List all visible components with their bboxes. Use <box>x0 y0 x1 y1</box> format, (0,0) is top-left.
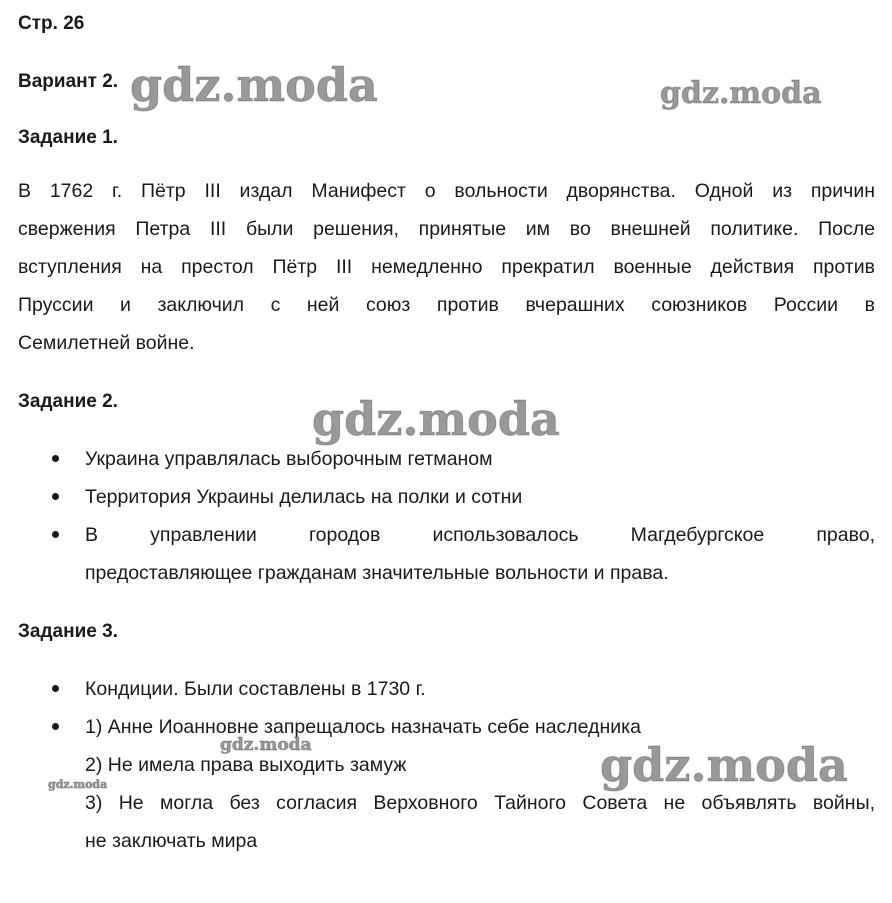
list-item-text: не заключать мира <box>85 830 258 852</box>
watermark-logo: gdz.moda <box>48 778 108 791</box>
watermark-logo: gdz.moda <box>660 76 822 111</box>
watermark-logo: gdz.moda <box>130 58 378 112</box>
bullet-icon <box>52 493 59 500</box>
bullet-icon <box>52 685 59 692</box>
watermark-logo: gdz.moda <box>600 738 848 792</box>
list-item-text: предоставляющее гражданам значительные вольности и права. <box>85 562 669 584</box>
watermark-logo: gdz.moda <box>312 392 560 446</box>
list-item-text: Территория Украины делилась на полки и сотни <box>85 486 523 508</box>
bullet-icon <box>52 531 59 538</box>
list-item-text: Кондиции. Были составлены в 1730 г. <box>85 678 426 700</box>
page-number: Стр. 26 <box>18 13 85 34</box>
task1-line: В 1762 г. Пётр III издал Манифест о вольности дворянства. Одной из причин <box>18 180 875 202</box>
task1-line: Пруссии и заключил с ней союз против вчерашних союзников России в <box>18 294 875 316</box>
list-item-text: Украина управлялась выборочным гетманом <box>85 448 493 470</box>
list-item-text: 3) Не могла без согласия Верховного Тайного Совета не объявлять войны, <box>85 792 875 814</box>
list-item-text: 1) Анне Иоанновне запрещалось назначать себе наследника <box>85 716 641 738</box>
task1-paragraph <box>18 172 875 362</box>
list-item <box>0 516 875 592</box>
task2-list <box>0 440 875 592</box>
task3-heading: Задание 3. <box>18 621 118 642</box>
bullet-icon <box>52 723 59 730</box>
list-item <box>0 670 875 708</box>
variant-heading: Вариант 2. <box>18 71 119 92</box>
list-item-text: 2) Не имела права выходить замуж <box>85 754 407 776</box>
task2-heading: Задание 2. <box>18 391 118 412</box>
watermark-logo: gdz.moda <box>220 735 312 755</box>
task1-line: свержения Петра III были решения, принятые им во внешней политике. После <box>18 218 875 240</box>
task1-line: вступления на престол Пётр III немедленно прекратил военные действия против <box>18 256 875 278</box>
task1-line: Семилетней войне. <box>18 332 195 354</box>
list-item-text: В управлении городов использовалось Магдебургское право, <box>85 524 875 546</box>
bullet-icon <box>52 455 59 462</box>
list-item <box>0 478 875 516</box>
task1-heading: Задание 1. <box>18 127 118 148</box>
